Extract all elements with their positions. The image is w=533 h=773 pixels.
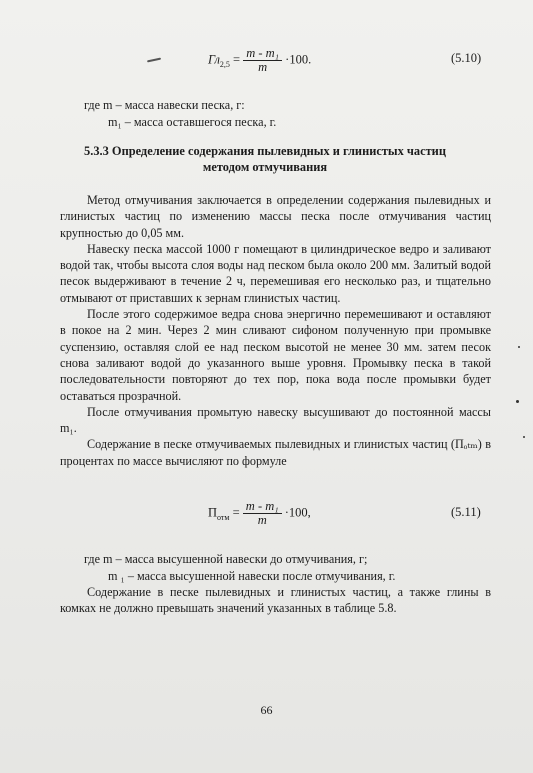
formula-lhs-subscript: 2,5	[219, 60, 230, 69]
equals-sign: =	[232, 505, 243, 520]
formula-lhs-subscript: отм	[217, 513, 230, 522]
body-text	[60, 584, 491, 617]
paragraph: Содержание в песке отмучиваемых пылевидных и глинистых частиц (Пₒₜₘ) в процентах по массе вычисляют по формуле	[60, 437, 491, 468]
formula-trailing-punct: ,	[307, 505, 311, 520]
paragraph: Содержание в песке пылевидных и глинистых частиц, а также глины в комках не должно превышать значений указанных в таблице 5.8.	[60, 585, 491, 616]
where-line: m ₁ – масса высушенной навески после отмучивания, г.	[108, 569, 396, 583]
formula-5-11	[208, 500, 311, 527]
formula-5-10	[208, 47, 311, 74]
body-text	[60, 192, 491, 469]
formula-multiplier: ·100	[285, 52, 309, 67]
formula-fraction	[243, 500, 282, 527]
fraction-denominator: m	[258, 60, 268, 75]
formula-trailing-punct: .	[308, 52, 312, 67]
where-line: где m – масса навески песка, г:	[84, 98, 245, 112]
paragraph: Навеску песка массой 1000 г помещают в цилиндрическое ведро и заливают водой так, чтобы высота слоя воды над песком была около 200 мм. Залитый водой песок выдерживают в течение 2 ч, перемешивая его несколько раз, и тщательно отмывают от приставших к зернам глинистых частиц.	[60, 241, 491, 305]
formula-multiplier: ·100	[284, 505, 308, 520]
formula-lhs: П	[208, 505, 218, 520]
scan-artifact-dot	[516, 400, 519, 403]
fraction-numerator: m - m₁	[243, 500, 282, 514]
paragraph: После отмучивания промытую навеску высушивают до постоянной массы m₁.	[60, 404, 491, 436]
equation-number: (5.11)	[451, 505, 481, 519]
page-number: 66	[260, 703, 273, 717]
formula-lhs: Гл	[208, 52, 220, 67]
section-heading-line: 5.3.3 Определение содержания пылевидных и глинистых частиц	[84, 144, 446, 158]
where-line: где m – масса высушенной навески до отмучивания, г;	[84, 552, 368, 566]
section-heading	[40, 143, 490, 175]
equation-number: (5.10)	[451, 51, 482, 65]
section-heading-line: методом отмучивания	[202, 160, 328, 174]
scan-artifact-dash	[147, 58, 161, 62]
fraction-denominator: m	[257, 513, 267, 528]
scan-artifact-dot	[518, 346, 520, 348]
paragraph: Метод отмучивания заключается в определении содержания пылевидных и глинистых частиц по изменению массы песка после отмучивания частиц крупностью до 0,05 мм.	[60, 193, 491, 240]
equals-sign: =	[233, 52, 244, 67]
scan-artifact-dot	[523, 436, 525, 438]
where-line: m₁ – масса оставшегося песка, г.	[108, 115, 277, 129]
formula-fraction	[243, 47, 282, 74]
fraction-numerator: m - m₁	[243, 47, 282, 61]
paragraph: После этого содержимое ведра снова энергично перемешивают и оставляют в покое на 2 мин. Через 2 мин сливают сифоном полученную при промывке суспензию, оставляя слой ее над песком высотой не менее 30 мм. затем песок снова заливают водой до указанного выше уровня. Промывку песка в такой последовательности повторяют до тех пор, пока вода после промывки будет оставаться прозрачной.	[60, 307, 491, 403]
